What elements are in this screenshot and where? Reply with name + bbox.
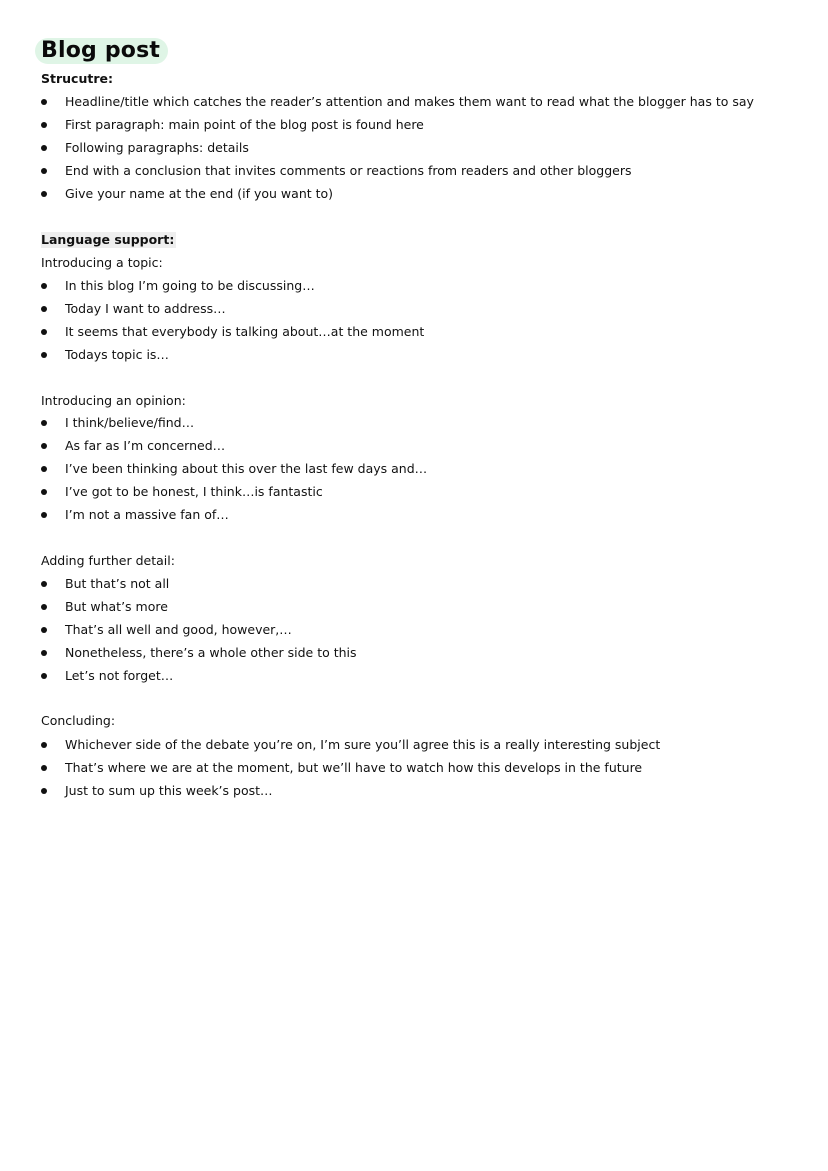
list-item: [0, 507, 427, 530]
bullet-icon: [41, 788, 47, 794]
list-item-text: But what’s more: [65, 599, 168, 614]
list-item: [0, 645, 357, 668]
list-item-text: I think/believe/find…: [65, 415, 195, 430]
list-item-text: It seems that everybody is talking about…at the moment: [65, 324, 425, 339]
bullet-icon: [41, 306, 47, 312]
list-item-text: Todays topic is…: [65, 347, 169, 362]
list-item: [0, 438, 427, 461]
adding-detail-label: Adding further detail:: [41, 553, 175, 568]
list-item-text: First paragraph: main point of the blog post is found here: [65, 117, 424, 132]
list-item: [0, 783, 660, 806]
bullet-icon: [41, 99, 47, 105]
structure-list: [0, 94, 754, 209]
bullet-icon: [41, 627, 47, 633]
bullet-icon: [41, 581, 47, 587]
list-item: [0, 760, 660, 783]
adding-detail-list: [0, 576, 357, 691]
list-item-text: That’s where we are at the moment, but we’ll have to watch how this develops in the future: [65, 760, 643, 775]
list-item-text: Following paragraphs: details: [65, 140, 249, 155]
list-item-text: I’ve got to be honest, I think…is fantastic: [65, 484, 323, 499]
list-item: [0, 324, 424, 347]
list-item: [0, 301, 424, 324]
bullet-icon: [41, 742, 47, 748]
bullet-icon: [41, 673, 47, 679]
bullet-icon: [41, 765, 47, 771]
bullet-icon: [41, 122, 47, 128]
list-item-text: As far as I’m concerned…: [65, 438, 226, 453]
list-item: [0, 484, 427, 507]
list-item-text: Today I want to address…: [65, 301, 226, 316]
bullet-icon: [41, 650, 47, 656]
bullet-icon: [41, 466, 47, 472]
list-item: [0, 278, 424, 301]
list-item-text: End with a conclusion that invites comments or reactions from readers and other bloggers: [65, 163, 632, 178]
bullet-icon: [41, 283, 47, 289]
list-item-text: But that’s not all: [65, 576, 170, 591]
bullet-icon: [41, 191, 47, 197]
list-item-text: Give your name at the end (if you want to): [65, 186, 334, 201]
bullet-icon: [41, 604, 47, 610]
list-item-text: Let’s not forget…: [65, 668, 174, 683]
list-item-text: Just to sum up this week’s post…: [65, 783, 273, 798]
introducing-topic-list: [0, 278, 424, 370]
list-item: [0, 415, 427, 438]
concluding-list: [0, 737, 660, 806]
introducing-opinion-list: [0, 415, 427, 530]
list-item-text: That’s all well and good, however,…: [65, 622, 292, 637]
list-item: [0, 140, 754, 163]
bullet-icon: [41, 352, 47, 358]
list-item: [0, 163, 754, 186]
list-item: [0, 737, 660, 760]
list-item-text: Nonetheless, there’s a whole other side to this: [65, 645, 357, 660]
language-support-heading: Language support:: [41, 232, 175, 247]
list-item: [0, 622, 357, 645]
list-item: [0, 347, 424, 370]
bullet-icon: [41, 329, 47, 335]
bullet-icon: [41, 443, 47, 449]
list-item-text: In this blog I’m going to be discussing…: [65, 278, 315, 293]
list-item: [0, 117, 754, 140]
concluding-label: Concluding:: [41, 713, 116, 728]
bullet-icon: [41, 168, 47, 174]
introducing-topic-label: Introducing a topic:: [41, 255, 163, 270]
bullet-icon: [41, 489, 47, 495]
list-item: [0, 461, 427, 484]
list-item: [0, 186, 754, 209]
list-item: [0, 599, 357, 622]
list-item: [0, 668, 357, 691]
list-item-text: Headline/title which catches the reader’s attention and makes them want to read what the blogger has to say: [65, 94, 754, 109]
list-item: [0, 576, 357, 599]
bullet-icon: [41, 145, 47, 151]
list-item-text: I’m not a massive fan of…: [65, 507, 229, 522]
page-title: Blog post: [35, 38, 168, 64]
list-item: [0, 94, 754, 117]
bullet-icon: [41, 420, 47, 426]
structure-heading: Strucutre:: [41, 71, 113, 86]
list-item-text: Whichever side of the debate you’re on, I’m sure you’ll agree this is a really interesting subject: [65, 737, 661, 752]
introducing-opinion-label: Introducing an opinion:: [41, 393, 186, 408]
bullet-icon: [41, 512, 47, 518]
list-item-text: I’ve been thinking about this over the last few days and…: [65, 461, 428, 476]
